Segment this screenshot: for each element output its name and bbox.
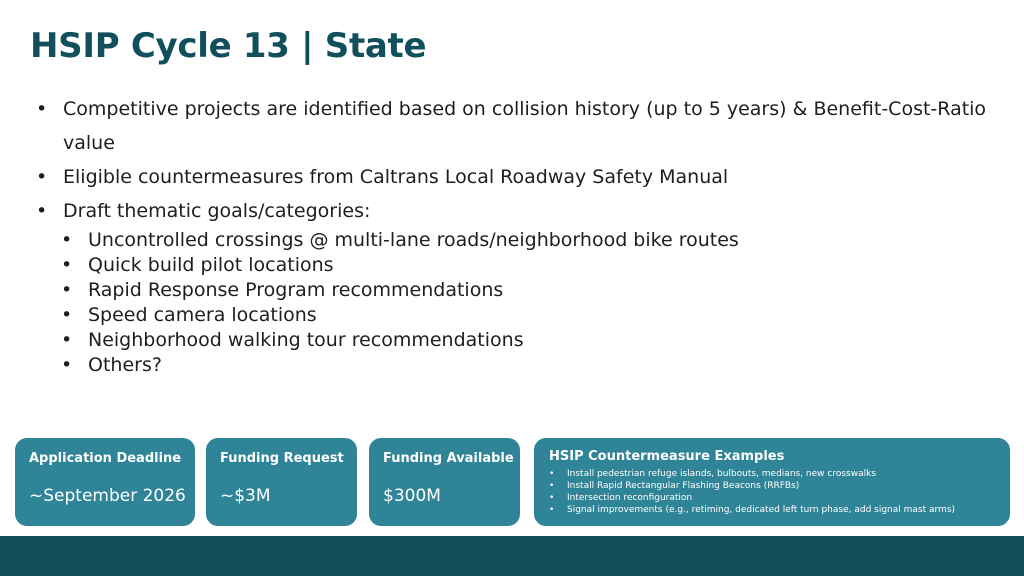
bullet-dot: • xyxy=(549,505,555,515)
sub-bullet-text: Neighborhood walking tour recommendations xyxy=(88,329,524,351)
card-heading: Funding Available xyxy=(383,451,514,466)
footer-bar xyxy=(0,536,1024,576)
sub-bullet-item xyxy=(61,253,996,278)
bullet-dot: • xyxy=(61,304,73,326)
bullet-item xyxy=(36,92,996,160)
bullet-dot: • xyxy=(549,493,555,503)
bullet-dot: • xyxy=(36,166,48,188)
page-title: HSIP Cycle 13 | State xyxy=(30,26,427,66)
bullet-dot: • xyxy=(61,279,73,301)
card-value: ~$3M xyxy=(220,486,271,506)
sub-bullet-text: Quick build pilot locations xyxy=(88,254,334,276)
bullet-dot: • xyxy=(61,229,73,251)
bullet-dot: • xyxy=(549,469,555,479)
example-text: Intersection reconfiguration xyxy=(567,493,693,503)
bullet-dot: • xyxy=(61,354,73,376)
sub-bullet-text: Speed camera locations xyxy=(88,304,317,326)
card-heading: Application Deadline xyxy=(29,451,182,466)
sub-bullet-item xyxy=(61,278,996,303)
bullet-dot: • xyxy=(36,98,48,120)
sub-bullet-list xyxy=(61,228,996,378)
card-value: ~September 2026 xyxy=(29,486,186,506)
bullet-text: Eligible countermeasures from Caltrans Local Roadway Safety Manual xyxy=(63,166,729,188)
application-deadline-card xyxy=(15,438,195,526)
example-item xyxy=(549,492,955,504)
sub-bullet-item xyxy=(61,353,996,378)
sub-bullet-text: Others? xyxy=(88,354,162,376)
card-value: $300M xyxy=(383,486,441,506)
bullet-text: Draft thematic goals/categories: xyxy=(63,200,371,222)
example-text: Install pedestrian refuge islands, bulbouts, medians, new crosswalks xyxy=(567,469,877,479)
card-heading: HSIP Countermeasure Examples xyxy=(549,449,785,464)
example-item xyxy=(549,468,955,480)
bullet-text: Competitive projects are identified based on collision history (up to 5 years) & Benefit-Cost-Ratio value xyxy=(63,98,987,154)
examples-list xyxy=(549,468,955,516)
bullet-dot: • xyxy=(61,254,73,276)
sub-bullet-text: Rapid Response Program recommendations xyxy=(88,279,504,301)
example-item xyxy=(549,480,955,492)
sub-bullet-text: Uncontrolled crossings @ multi-lane roads/neighborhood bike routes xyxy=(88,229,739,251)
sub-bullet-item xyxy=(61,328,996,353)
funding-request-card xyxy=(206,438,357,526)
example-text: Signal improvements (e.g., retiming, dedicated left turn phase, add signal mast arms) xyxy=(567,505,956,515)
example-text: Install Rapid Rectangular Flashing Beacons (RRFBs) xyxy=(567,481,800,491)
sub-bullet-item xyxy=(61,228,996,253)
bullet-dot: • xyxy=(36,200,48,222)
example-item xyxy=(549,504,955,516)
bullet-item xyxy=(36,194,996,228)
countermeasure-examples-card xyxy=(534,438,1010,526)
bullet-dot: • xyxy=(549,481,555,491)
bullet-list xyxy=(36,92,996,378)
sub-bullet-item xyxy=(61,303,996,328)
bullet-dot: • xyxy=(61,329,73,351)
bullet-item xyxy=(36,160,996,194)
funding-available-card xyxy=(369,438,520,526)
card-heading: Funding Request xyxy=(220,451,344,466)
info-cards xyxy=(15,438,1010,526)
